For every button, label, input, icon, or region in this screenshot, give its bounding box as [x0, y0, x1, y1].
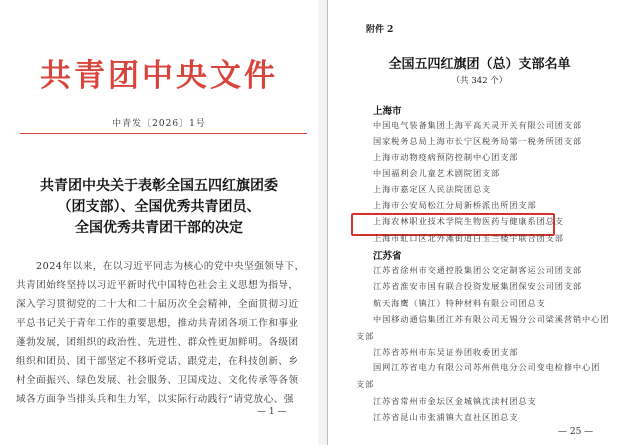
page-number: — 25 —: [558, 427, 594, 437]
list-item: 江苏省苏州市东吴证券团收委团支部: [373, 347, 519, 357]
body-line: 共青团始终坚持以习近平新时代中国特色社会主义思想为指导，: [16, 280, 299, 291]
red-divider: [20, 133, 307, 134]
list-item: 江苏省淮安市国有联合投资发展集团保安公司团支部: [373, 281, 583, 291]
body-line: 村全面振兴、绿色发展、社会服务、卫国戍边、文化传承等各领: [16, 375, 299, 386]
highlighted-list-item: 上海农林职业技术学院生物医药与健康系团总支: [373, 216, 564, 226]
list-item: 上海市嘉定区人民法院团总支: [373, 184, 492, 194]
body-line: 域各方面争当排头兵和生力军，以实际行动践行“请党放心、强: [16, 394, 294, 405]
list-title: 全国五四红旗团（总）支部名单: [388, 57, 571, 72]
document-number: 中青发〔2026〕1号: [112, 119, 206, 129]
list-item-continuation: 支部: [356, 331, 375, 341]
masthead-title: 共青团中央文件: [40, 58, 278, 94]
body-line: 蓬勃发展，团组织的政治性、先进性、群众性更加鲜明。各级团: [16, 337, 299, 348]
list-item: 中国移动通信集团江苏有限公司无锡分公司梁溪营销中心团: [373, 314, 610, 324]
list-item-continuation: 支部: [356, 379, 375, 389]
decision-heading-line: （团支部）、全国优秀共青团员、: [57, 199, 261, 215]
list-item: 江苏省昆山市张浦镇大直社区团总支: [373, 412, 519, 422]
list-item: 上海市虹口区北外滩街道白玉兰楼宇联合团支部: [373, 233, 564, 243]
province-heading: 上海市: [373, 106, 402, 117]
decision-heading-line: 全国优秀共青团干部的决定: [75, 220, 243, 236]
body-line: 组织和团员、团干部坚定不移听党话、跟党走，在科技创新、乡: [16, 356, 299, 367]
list-item: 上海市公安局松江分局新桥派出所团支部: [373, 200, 537, 210]
body-line: 2024年以来，在以习近平同志为核心的党中央坚强领导下，: [36, 261, 305, 272]
list-item: 上海市动物疫病预防控制中心团支部: [373, 152, 519, 162]
document-page-25: [327, 0, 630, 445]
province-heading: 江苏省: [373, 251, 402, 262]
list-item: 中国电气装备集团上海平高天灵开关有限公司团支部: [373, 120, 583, 130]
list-count: （共 342 个）: [451, 76, 508, 86]
attachment-label: 附件 2: [366, 25, 394, 35]
list-item: 航天海鹰（镇江）特种材料有限公司团总支: [373, 298, 546, 308]
list-item: 中国福利会儿童艺术剧院团支部: [373, 168, 501, 178]
body-line: 深入学习贯彻党的二十大和二十届历次全会精神，全面贯彻习近: [16, 299, 299, 310]
list-item: 江苏省常州市金坛区金城镇沈渎村团总支: [373, 396, 537, 406]
list-item: 国网江苏省电力有限公司苏州供电分公司变电检修中心团: [373, 362, 601, 372]
list-item: 江苏省徐州市交通控股集团公交定制客运公司团支部: [373, 265, 583, 275]
decision-heading-line: 共青团中央关于表彰全国五四红旗团委: [40, 178, 278, 194]
page-number: — 1 —: [257, 407, 287, 417]
list-item: 国家税务总局上海市长宁区税务局第一税务所团支部: [373, 136, 583, 146]
body-line: 平总书记关于青年工作的重要思想，推动共青团各项工作和事业: [16, 318, 299, 329]
